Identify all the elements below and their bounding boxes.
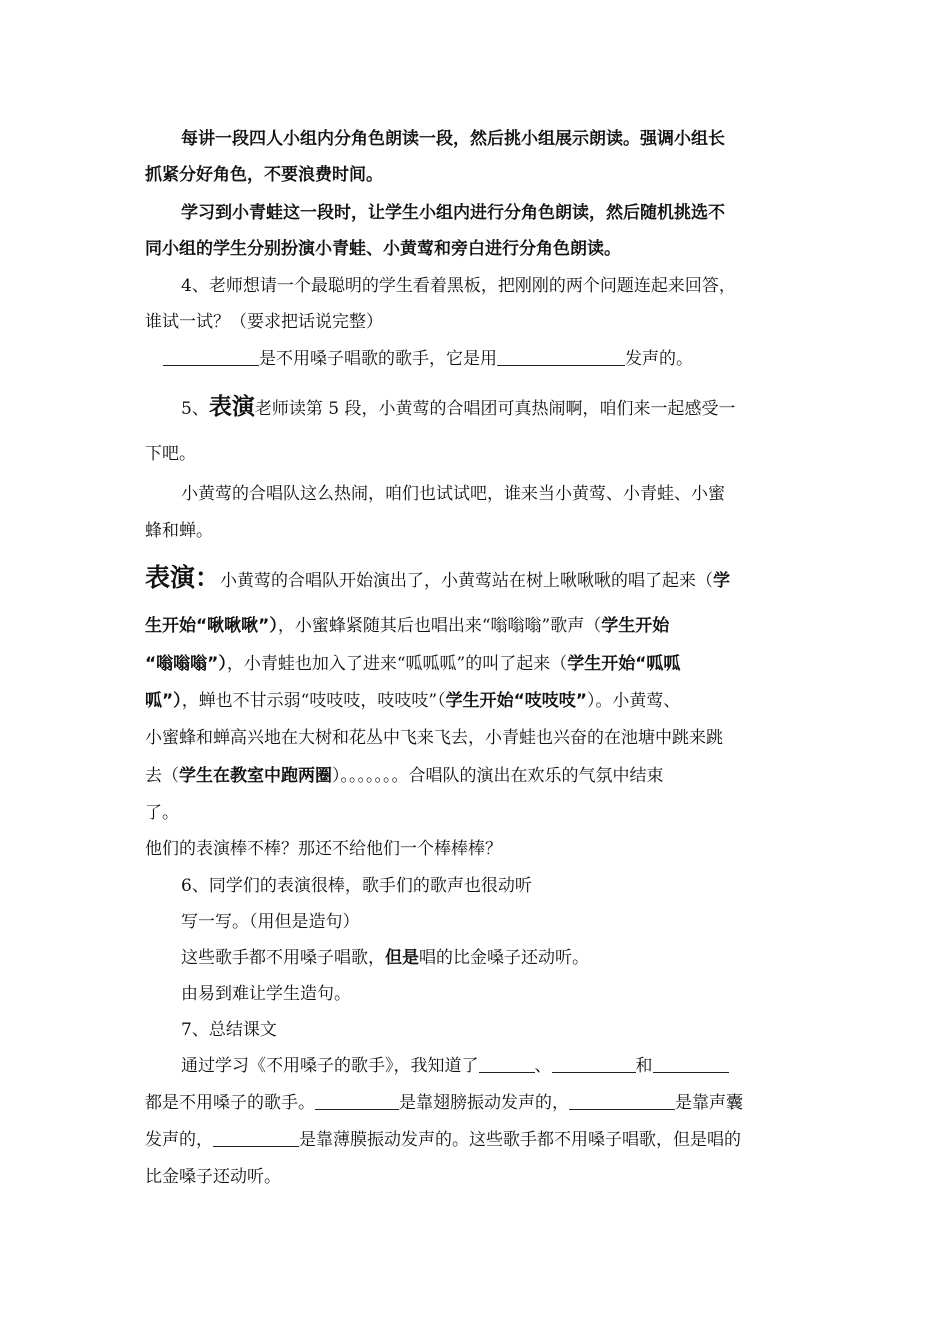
paragraph-question-line2: 谁试一试？（要求把话说完整）: [145, 312, 383, 332]
answer-blank[interactable]: [497, 347, 625, 366]
performance-line1: 表演：小黄莺的合唱队开始演出了，小黄莺站在树上啾啾啾的唱了起来（学: [145, 563, 731, 592]
paragraph-frog-reading-line2: 同小组的学生分别扮演小青蛙、小黄莺和旁白进行分角色朗读。: [145, 239, 621, 259]
fill-in-sentence-1: 是不用嗓子唱歌的歌手，它是用 发声的。: [163, 346, 693, 372]
performance-line2: 生开始“啾啾啾”），小蜜蜂紧随其后也唱出来“嗡嗡嗡”歌声（学生开始: [145, 616, 670, 636]
paragraph-choir-line1: 小黄莺的合唱队这么热闹，咱们也试试吧，谁来当小黄莺、小青蛙、小蜜: [181, 484, 725, 504]
summary-line2: 都是不用嗓子的歌手。 是靠翅膀振动发声的， 是靠声囊: [145, 1093, 743, 1113]
summary-line4: 比金嗓子还动听。: [145, 1167, 281, 1187]
paragraph-item-7: 7、总结课文: [181, 1020, 277, 1040]
answer-blank[interactable]: [569, 1091, 675, 1110]
performance-line5: 小蜜蜂和蝉高兴地在大树和花丛中飞来飞去，小青蛙也兴奋的在池塘中跳来跳: [145, 728, 723, 748]
summary-line1: 通过学习《不用嗓子的歌手》，我知道了 、 和: [181, 1053, 729, 1079]
answer-blank[interactable]: [315, 1091, 399, 1110]
perform-heading: 表演: [208, 394, 255, 420]
paragraph-group-reading-line2: 抓紧分好角色，不要浪费时间。: [145, 165, 383, 185]
paragraph-sentence-practice: 由易到难让学生造句。: [181, 984, 351, 1004]
performance-line6: 去（学生在教室中跑两圈）。。。。。。。合唱队的演出在欢乐的气氛中结束: [145, 766, 664, 786]
performance-heading: 表演：: [145, 563, 221, 592]
paragraph-group-reading-line1: 每讲一段四人小组内分角色朗读一段，然后挑小组展示朗读。强调小组长: [181, 129, 725, 149]
paragraph-choir-line2: 蜂和蝉。: [145, 521, 213, 541]
answer-blank[interactable]: [479, 1054, 535, 1073]
paragraph-question-line1: 4、老师想请一个最聪明的学生看着黑板，把刚刚的两个问题连起来回答，: [181, 276, 736, 296]
answer-blank[interactable]: [653, 1054, 729, 1073]
paragraph-frog-reading-line1: 学习到小青蛙这一段时，让学生小组内进行分角色朗读，然后随机挑选不: [181, 203, 725, 223]
paragraph-perform-line1: 5、表演老师读第 5 段，小黄莺的合唱团可真热闹啊，咱们来一起感受一: [181, 394, 736, 420]
performance-line3: “嗡嗡嗡”），小青蛙也加入了进来“呱呱呱”的叫了起来（学生开始“呱呱: [145, 654, 681, 674]
paragraph-perform-line2: 下吧。: [145, 444, 196, 464]
paragraph-example-sentence: 这些歌手都不用嗓子唱歌，但是唱的比金嗓子还动听。: [181, 948, 589, 968]
paragraph-write: 写一写。（用但是造句）: [181, 912, 360, 932]
performance-line4: 呱”），蝉也不甘示弱“吱吱吱，吱吱吱”（学生开始“吱吱吱”）。小黄莺、: [145, 691, 681, 711]
answer-blank[interactable]: [552, 1054, 636, 1073]
summary-line3: 发声的， 是靠薄膜振动发声的。这些歌手都不用嗓子唱歌，但是唱的: [145, 1130, 741, 1150]
performance-line7: 了。: [145, 803, 179, 823]
paragraph-praise: 他们的表演棒不棒？那还不给他们一个棒棒棒？: [145, 839, 502, 859]
answer-blank[interactable]: [163, 347, 259, 366]
answer-blank[interactable]: [213, 1128, 299, 1147]
paragraph-item-6: 6、同学们的表演很棒，歌手们的歌声也很动听: [181, 876, 532, 896]
